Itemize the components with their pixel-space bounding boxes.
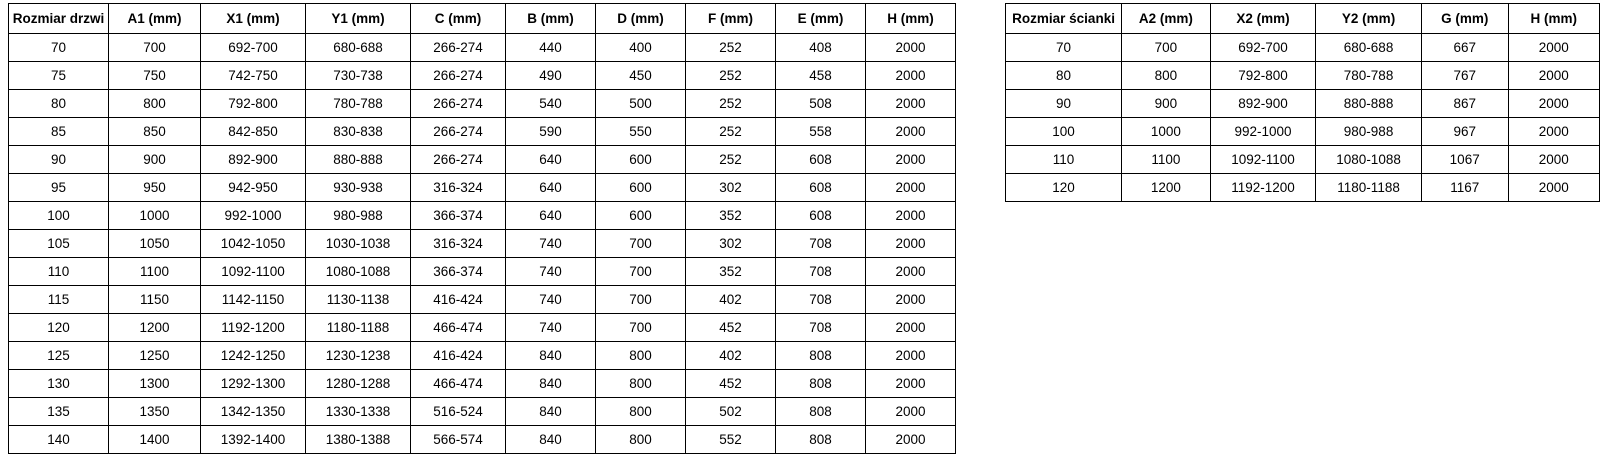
table-cell: 840 bbox=[506, 426, 596, 454]
table-cell: 1167 bbox=[1421, 174, 1508, 202]
table-cell: 316-324 bbox=[411, 230, 506, 258]
table-cell: 100 bbox=[9, 202, 109, 230]
table-cell: 266-274 bbox=[411, 118, 506, 146]
table-cell: 2000 bbox=[866, 342, 956, 370]
table-cell: 1300 bbox=[109, 370, 201, 398]
table-row bbox=[1006, 118, 1600, 146]
table-cell: 708 bbox=[776, 230, 866, 258]
door-table-header bbox=[9, 4, 956, 34]
wall-table-column-header: Rozmiar ścianki bbox=[1006, 4, 1122, 34]
table-cell: 516-524 bbox=[411, 398, 506, 426]
table-header-row bbox=[1006, 4, 1600, 34]
table-cell: 808 bbox=[776, 370, 866, 398]
table-cell: 366-374 bbox=[411, 202, 506, 230]
wall-table-header bbox=[1006, 4, 1600, 34]
table-cell: 1042-1050 bbox=[201, 230, 306, 258]
table-cell: 640 bbox=[506, 174, 596, 202]
table-row bbox=[9, 230, 956, 258]
table-row bbox=[1006, 146, 1600, 174]
table-cell: 1100 bbox=[1122, 146, 1211, 174]
table-cell: 600 bbox=[596, 202, 686, 230]
table-cell: 450 bbox=[596, 62, 686, 90]
table-cell: 1200 bbox=[109, 314, 201, 342]
table-cell: 1080-1088 bbox=[306, 258, 411, 286]
table-cell: 1200 bbox=[1122, 174, 1211, 202]
table-cell: 302 bbox=[686, 174, 776, 202]
table-row bbox=[9, 398, 956, 426]
table-cell: 466-474 bbox=[411, 314, 506, 342]
table-cell: 400 bbox=[596, 34, 686, 62]
door-table-column-header: E (mm) bbox=[776, 4, 866, 34]
table-cell: 266-274 bbox=[411, 62, 506, 90]
table-cell: 266-274 bbox=[411, 146, 506, 174]
table-cell: 708 bbox=[776, 286, 866, 314]
table-cell: 1050 bbox=[109, 230, 201, 258]
table-cell: 600 bbox=[596, 146, 686, 174]
table-cell: 135 bbox=[9, 398, 109, 426]
table-cell: 402 bbox=[686, 286, 776, 314]
table-cell: 80 bbox=[1006, 62, 1122, 90]
door-table-column-header: F (mm) bbox=[686, 4, 776, 34]
table-cell: 1242-1250 bbox=[201, 342, 306, 370]
table-cell: 2000 bbox=[866, 230, 956, 258]
table-cell: 992-1000 bbox=[1210, 118, 1316, 146]
table-cell: 740 bbox=[506, 286, 596, 314]
door-table-column-header: D (mm) bbox=[596, 4, 686, 34]
table-cell: 402 bbox=[686, 342, 776, 370]
table-cell: 800 bbox=[109, 90, 201, 118]
table-cell: 600 bbox=[596, 174, 686, 202]
table-row bbox=[9, 314, 956, 342]
table-cell: 252 bbox=[686, 90, 776, 118]
table-cell: 730-738 bbox=[306, 62, 411, 90]
table-cell: 558 bbox=[776, 118, 866, 146]
table-cell: 366-374 bbox=[411, 258, 506, 286]
table-cell: 2000 bbox=[866, 118, 956, 146]
table-cell: 130 bbox=[9, 370, 109, 398]
table-cell: 416-424 bbox=[411, 286, 506, 314]
table-cell: 1030-1038 bbox=[306, 230, 411, 258]
table-cell: 1392-1400 bbox=[201, 426, 306, 454]
table-cell: 680-688 bbox=[1316, 34, 1422, 62]
table-cell: 680-688 bbox=[306, 34, 411, 62]
table-cell: 110 bbox=[9, 258, 109, 286]
table-cell: 792-800 bbox=[1210, 62, 1316, 90]
table-cell: 2000 bbox=[866, 258, 956, 286]
door-table-column-header: Rozmiar drzwi bbox=[9, 4, 109, 34]
table-cell: 750 bbox=[109, 62, 201, 90]
table-cell: 2000 bbox=[866, 202, 956, 230]
table-cell: 700 bbox=[596, 314, 686, 342]
door-table-column-header: B (mm) bbox=[506, 4, 596, 34]
table-cell: 75 bbox=[9, 62, 109, 90]
table-cell: 808 bbox=[776, 342, 866, 370]
table-cell: 842-850 bbox=[201, 118, 306, 146]
door-table-body bbox=[9, 34, 956, 454]
table-cell: 800 bbox=[596, 426, 686, 454]
table-cell: 105 bbox=[9, 230, 109, 258]
table-cell: 352 bbox=[686, 202, 776, 230]
table-cell: 2000 bbox=[866, 426, 956, 454]
table-cell: 2000 bbox=[866, 174, 956, 202]
table-row bbox=[9, 146, 956, 174]
table-cell: 70 bbox=[1006, 34, 1122, 62]
wall-table-column-header: A2 (mm) bbox=[1122, 4, 1211, 34]
table-cell: 115 bbox=[9, 286, 109, 314]
table-cell: 1330-1338 bbox=[306, 398, 411, 426]
table-cell: 800 bbox=[596, 398, 686, 426]
table-cell: 2000 bbox=[866, 398, 956, 426]
table-cell: 1280-1288 bbox=[306, 370, 411, 398]
table-cell: 700 bbox=[596, 286, 686, 314]
table-row bbox=[9, 34, 956, 62]
table-cell: 740 bbox=[506, 258, 596, 286]
table-cell: 490 bbox=[506, 62, 596, 90]
table-cell: 800 bbox=[596, 342, 686, 370]
table-cell: 125 bbox=[9, 342, 109, 370]
door-table-column-header: H (mm) bbox=[866, 4, 956, 34]
table-cell: 2000 bbox=[1508, 34, 1599, 62]
table-cell: 266-274 bbox=[411, 34, 506, 62]
table-cell: 90 bbox=[1006, 90, 1122, 118]
table-row bbox=[9, 426, 956, 454]
table-cell: 1350 bbox=[109, 398, 201, 426]
table-row bbox=[9, 342, 956, 370]
wall-table-column-header: G (mm) bbox=[1421, 4, 1508, 34]
table-cell: 708 bbox=[776, 258, 866, 286]
table-cell: 120 bbox=[1006, 174, 1122, 202]
table-cell: 840 bbox=[506, 370, 596, 398]
table-cell: 550 bbox=[596, 118, 686, 146]
table-cell: 252 bbox=[686, 34, 776, 62]
door-size-table-container bbox=[8, 3, 956, 454]
table-cell: 1000 bbox=[109, 202, 201, 230]
table-cell: 640 bbox=[506, 146, 596, 174]
table-row bbox=[9, 286, 956, 314]
table-cell: 552 bbox=[686, 426, 776, 454]
table-cell: 608 bbox=[776, 202, 866, 230]
wall-table-body bbox=[1006, 34, 1600, 202]
table-cell: 416-424 bbox=[411, 342, 506, 370]
table-cell: 892-900 bbox=[201, 146, 306, 174]
table-cell: 2000 bbox=[1508, 174, 1599, 202]
table-cell: 700 bbox=[596, 230, 686, 258]
table-row bbox=[9, 370, 956, 398]
table-cell: 640 bbox=[506, 202, 596, 230]
table-row bbox=[9, 90, 956, 118]
table-cell: 1192-1200 bbox=[1210, 174, 1316, 202]
table-cell: 95 bbox=[9, 174, 109, 202]
table-cell: 2000 bbox=[866, 90, 956, 118]
table-cell: 840 bbox=[506, 342, 596, 370]
table-cell: 1067 bbox=[1421, 146, 1508, 174]
table-cell: 892-900 bbox=[1210, 90, 1316, 118]
wall-size-table bbox=[1005, 3, 1600, 202]
table-cell: 85 bbox=[9, 118, 109, 146]
table-cell: 867 bbox=[1421, 90, 1508, 118]
table-cell: 608 bbox=[776, 146, 866, 174]
table-cell: 80 bbox=[9, 90, 109, 118]
table-cell: 316-324 bbox=[411, 174, 506, 202]
table-cell: 800 bbox=[1122, 62, 1211, 90]
table-cell: 452 bbox=[686, 370, 776, 398]
table-cell: 1342-1350 bbox=[201, 398, 306, 426]
table-cell: 590 bbox=[506, 118, 596, 146]
table-cell: 942-950 bbox=[201, 174, 306, 202]
table-cell: 140 bbox=[9, 426, 109, 454]
table-cell: 980-988 bbox=[306, 202, 411, 230]
table-cell: 792-800 bbox=[201, 90, 306, 118]
table-cell: 740 bbox=[506, 314, 596, 342]
table-cell: 1100 bbox=[109, 258, 201, 286]
table-cell: 1000 bbox=[1122, 118, 1211, 146]
table-cell: 930-938 bbox=[306, 174, 411, 202]
table-cell: 2000 bbox=[866, 370, 956, 398]
table-cell: 252 bbox=[686, 118, 776, 146]
table-cell: 252 bbox=[686, 62, 776, 90]
table-cell: 440 bbox=[506, 34, 596, 62]
table-row bbox=[9, 62, 956, 90]
table-cell: 880-888 bbox=[306, 146, 411, 174]
table-cell: 2000 bbox=[1508, 146, 1599, 174]
table-row bbox=[9, 174, 956, 202]
table-cell: 1142-1150 bbox=[201, 286, 306, 314]
table-cell: 508 bbox=[776, 90, 866, 118]
table-row bbox=[1006, 62, 1600, 90]
table-cell: 967 bbox=[1421, 118, 1508, 146]
door-table-column-header: A1 (mm) bbox=[109, 4, 201, 34]
table-cell: 840 bbox=[506, 398, 596, 426]
table-cell: 1230-1238 bbox=[306, 342, 411, 370]
table-cell: 1130-1138 bbox=[306, 286, 411, 314]
table-cell: 1180-1188 bbox=[306, 314, 411, 342]
table-cell: 880-888 bbox=[1316, 90, 1422, 118]
table-cell: 800 bbox=[596, 370, 686, 398]
table-cell: 740 bbox=[506, 230, 596, 258]
table-cell: 742-750 bbox=[201, 62, 306, 90]
table-cell: 608 bbox=[776, 174, 866, 202]
table-cell: 780-788 bbox=[306, 90, 411, 118]
table-cell: 566-574 bbox=[411, 426, 506, 454]
table-cell: 900 bbox=[109, 146, 201, 174]
table-row bbox=[1006, 174, 1600, 202]
table-cell: 2000 bbox=[866, 314, 956, 342]
table-cell: 2000 bbox=[866, 34, 956, 62]
table-cell: 458 bbox=[776, 62, 866, 90]
table-cell: 1080-1088 bbox=[1316, 146, 1422, 174]
table-cell: 90 bbox=[9, 146, 109, 174]
table-cell: 2000 bbox=[866, 146, 956, 174]
table-row bbox=[9, 118, 956, 146]
table-cell: 1292-1300 bbox=[201, 370, 306, 398]
table-cell: 500 bbox=[596, 90, 686, 118]
table-cell: 408 bbox=[776, 34, 866, 62]
table-cell: 830-838 bbox=[306, 118, 411, 146]
door-size-table bbox=[8, 3, 956, 454]
table-cell: 352 bbox=[686, 258, 776, 286]
table-cell: 1092-1100 bbox=[1210, 146, 1316, 174]
table-cell: 950 bbox=[109, 174, 201, 202]
table-cell: 667 bbox=[1421, 34, 1508, 62]
door-table-column-header: C (mm) bbox=[411, 4, 506, 34]
wall-size-table-container bbox=[1005, 3, 1600, 202]
table-cell: 780-788 bbox=[1316, 62, 1422, 90]
table-cell: 110 bbox=[1006, 146, 1122, 174]
table-cell: 466-474 bbox=[411, 370, 506, 398]
door-table-column-header: Y1 (mm) bbox=[306, 4, 411, 34]
table-cell: 767 bbox=[1421, 62, 1508, 90]
table-cell: 302 bbox=[686, 230, 776, 258]
table-cell: 1092-1100 bbox=[201, 258, 306, 286]
table-cell: 692-700 bbox=[201, 34, 306, 62]
table-cell: 100 bbox=[1006, 118, 1122, 146]
table-cell: 1250 bbox=[109, 342, 201, 370]
table-cell: 452 bbox=[686, 314, 776, 342]
table-row bbox=[9, 258, 956, 286]
table-cell: 266-274 bbox=[411, 90, 506, 118]
table-cell: 540 bbox=[506, 90, 596, 118]
table-cell: 850 bbox=[109, 118, 201, 146]
table-cell: 2000 bbox=[1508, 90, 1599, 118]
table-cell: 808 bbox=[776, 426, 866, 454]
table-row bbox=[1006, 90, 1600, 118]
table-cell: 692-700 bbox=[1210, 34, 1316, 62]
table-cell: 252 bbox=[686, 146, 776, 174]
table-cell: 708 bbox=[776, 314, 866, 342]
table-cell: 70 bbox=[9, 34, 109, 62]
table-cell: 2000 bbox=[1508, 118, 1599, 146]
table-cell: 2000 bbox=[866, 62, 956, 90]
wall-table-column-header: Y2 (mm) bbox=[1316, 4, 1422, 34]
door-table-column-header: X1 (mm) bbox=[201, 4, 306, 34]
table-cell: 1380-1388 bbox=[306, 426, 411, 454]
table-cell: 700 bbox=[596, 258, 686, 286]
table-cell: 1180-1188 bbox=[1316, 174, 1422, 202]
table-row bbox=[1006, 34, 1600, 62]
wall-table-column-header: X2 (mm) bbox=[1210, 4, 1316, 34]
table-cell: 980-988 bbox=[1316, 118, 1422, 146]
table-header-row bbox=[9, 4, 956, 34]
table-cell: 900 bbox=[1122, 90, 1211, 118]
table-cell: 808 bbox=[776, 398, 866, 426]
table-row bbox=[9, 202, 956, 230]
table-cell: 1400 bbox=[109, 426, 201, 454]
table-cell: 502 bbox=[686, 398, 776, 426]
table-cell: 120 bbox=[9, 314, 109, 342]
wall-table-column-header: H (mm) bbox=[1508, 4, 1599, 34]
table-cell: 700 bbox=[109, 34, 201, 62]
table-cell: 700 bbox=[1122, 34, 1211, 62]
table-cell: 2000 bbox=[866, 286, 956, 314]
table-cell: 1150 bbox=[109, 286, 201, 314]
table-cell: 2000 bbox=[1508, 62, 1599, 90]
table-cell: 992-1000 bbox=[201, 202, 306, 230]
table-cell: 1192-1200 bbox=[201, 314, 306, 342]
